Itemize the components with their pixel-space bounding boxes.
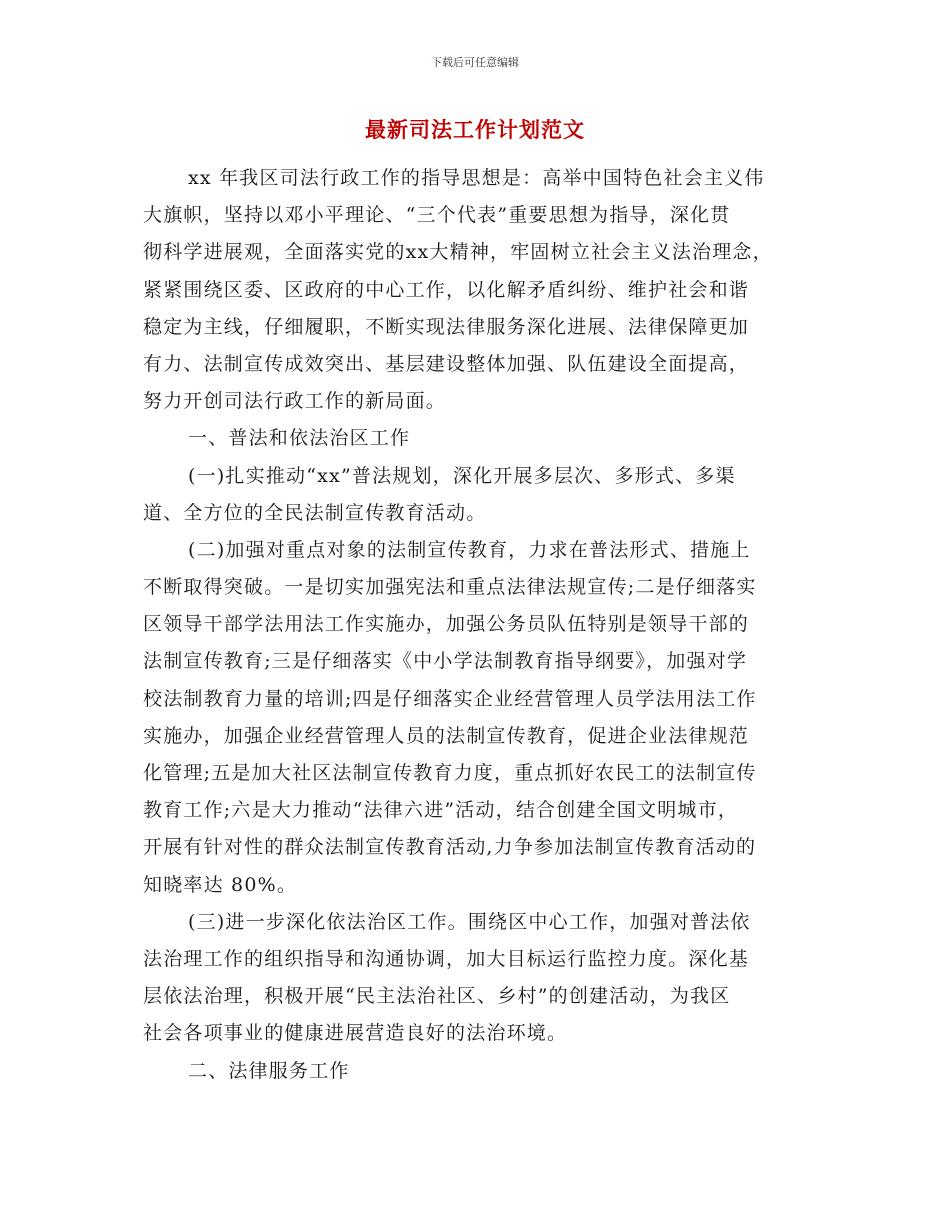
body-line: 努力开创司法行政工作的新局面。 bbox=[143, 390, 447, 413]
body-line: 紧紧围绕区委、区政府的中心工作，以化解矛盾纠纷、维护社会和谐 bbox=[143, 278, 750, 301]
section-heading: 一、普法和依法治区工作 bbox=[188, 427, 411, 450]
body-line: 有力、法制宣传成效突出、基层建设整体加强、队伍建设全面提高， bbox=[143, 352, 750, 375]
body-line: 道、全方位的全民法制宣传教育活动。 bbox=[143, 501, 487, 524]
body-line: 区领导干部学法用法工作实施办，加强公务员队伍特别是领导干部的 bbox=[143, 613, 750, 636]
body-line: 校法制教育力量的培训;四是仔细落实企业经营管理人员学法用法工作 bbox=[143, 687, 757, 710]
page-header-note: 下载后可任意编辑 bbox=[431, 56, 519, 69]
body-line: 开展有针对性的群众法制宣传教育活动,力争参加法制宣传教育活动的 bbox=[143, 836, 757, 859]
body-line: 法制宣传教育;三是仔细落实《中小学法制教育指导纲要》，加强对学 bbox=[143, 650, 748, 673]
document-title: 最新司法工作计划范文 bbox=[365, 117, 585, 142]
body-line: 化管理;五是加大社区法制宣传教育力度，重点抓好农民工的法制宣传 bbox=[143, 762, 757, 784]
body-line: 实施办，加强企业经营管理人员的法制宣传教育，促进企业法律规范 bbox=[143, 724, 750, 747]
body-line: 教育工作;六是大力推动“法律六进”活动，结合创建全国文明城市， bbox=[143, 799, 739, 822]
body-line: (二)加强对重点对象的法制宣传教育，力求在普法形式、措施上 bbox=[188, 538, 751, 561]
body-line: xx 年我区司法行政工作的指导思想是：高举中国特色社会主义伟 bbox=[188, 167, 765, 189]
body-line: (一)扎实推动“xx”普法规划，深化开展多层次、多形式、多渠 bbox=[188, 464, 736, 487]
body-line: (三)进一步深化依法治区工作。围绕区中心工作，加强对普法依 bbox=[188, 910, 751, 933]
body-line: 大旗帜，坚持以邓小平理论、“三个代表”重要思想为指导，深化贯 bbox=[143, 204, 731, 227]
body-line: 社会各项事业的健康进展营造良好的法治环境。 bbox=[143, 1022, 568, 1045]
document-body bbox=[143, 160, 811, 1090]
body-line: 知晓率达 80%。 bbox=[143, 873, 298, 896]
body-line: 彻科学进展观，全面落实党的xx大精神，牢固树立社会主义法治理念， bbox=[143, 241, 773, 264]
body-line: 层依法治理，积极开展“民主法治社区、乡村”的创建活动，为我区 bbox=[143, 985, 731, 1008]
body-line: 不断取得突破。一是切实加强宪法和重点法律法规宣传;二是仔细落实 bbox=[143, 576, 757, 599]
section-heading: 二、法律服务工作 bbox=[188, 1059, 350, 1082]
body-line: 稳定为主线，仔细履职，不断实现法律服务深化进展、法律保障更加 bbox=[143, 315, 750, 338]
body-line: 法治理工作的组织指导和沟通协调，加大目标运行监控力度。深化基 bbox=[143, 947, 750, 970]
